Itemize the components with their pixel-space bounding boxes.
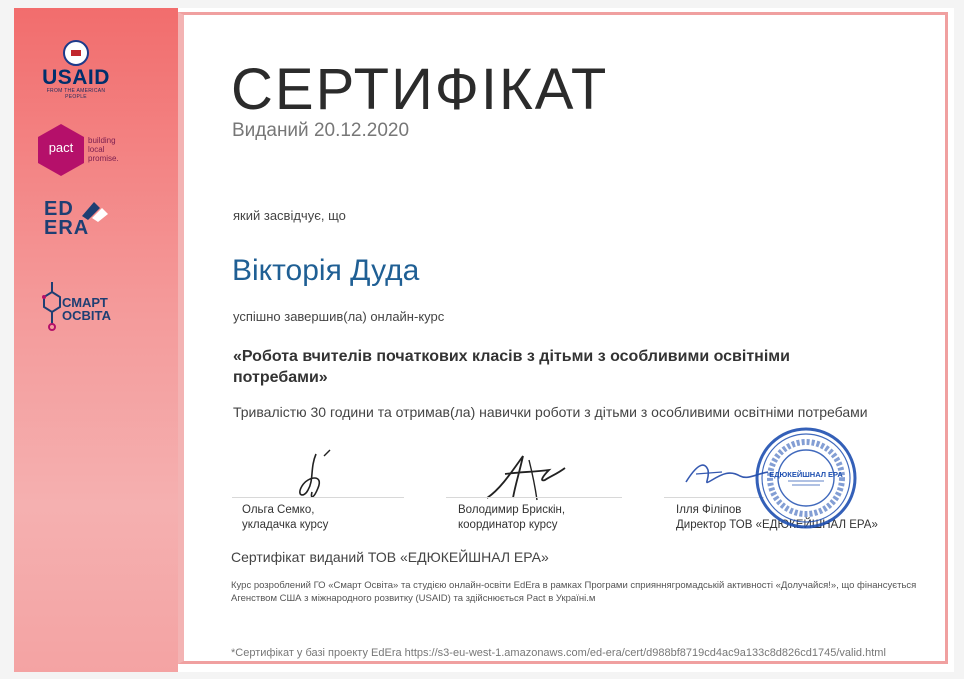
signature-semko bbox=[284, 448, 354, 504]
signature-line bbox=[446, 497, 622, 498]
recipient-name: Вікторія Дуда bbox=[232, 254, 420, 287]
completed-text: успішно завершив(ла) онлайн-курс bbox=[233, 309, 445, 324]
company-stamp bbox=[754, 426, 858, 530]
pact-tagline-line: building bbox=[88, 136, 116, 145]
smart-osvita-logo bbox=[40, 280, 140, 335]
usaid-tagline: FROM THE AMERICAN PEOPLE bbox=[46, 88, 106, 100]
signatory-name: Ольга Семко, bbox=[242, 504, 315, 516]
signatory-name: Ілля Філіпов bbox=[676, 504, 742, 516]
certificate-page bbox=[14, 8, 954, 672]
signatory-bryskin bbox=[458, 503, 565, 533]
sidebar bbox=[14, 8, 178, 672]
edera-logo bbox=[44, 200, 114, 250]
pact-wordmark: pact bbox=[48, 140, 74, 155]
signature-line bbox=[664, 497, 764, 498]
edera-chevron-icon bbox=[80, 200, 110, 222]
course-title: «Робота вчителів початкових класів з дітьми з особливими освітніми потребами» bbox=[233, 348, 790, 386]
smart-osvita-wordmark bbox=[62, 296, 111, 322]
course-note: Курс розроблений ГО «Смарт Освіта» та студією онлайн-освіти EdEra в рамках Програми сприяннягромадській активності «Долучайся!», що фінансується Агенством США з міжнародного розвитку (USAID) та здійснюється Pact в Україні.м bbox=[231, 580, 917, 604]
smart-osvita-line: СМАРТ bbox=[62, 295, 108, 310]
signatory-role: укладачка курсу bbox=[242, 519, 329, 531]
issue-date: Виданий 20.12.2020 bbox=[232, 120, 410, 141]
edera-line: ERA bbox=[44, 217, 90, 239]
issuer-text: Сертифікат виданий ТОВ «ЕДЮКЕЙШНАЛ ЕРА» bbox=[231, 549, 549, 565]
edera-line: ED bbox=[44, 198, 74, 220]
pact-tagline-line: promise. bbox=[88, 154, 119, 163]
signatory-role: координатор курсу bbox=[458, 519, 558, 531]
course-duration: Тривалістю 30 години та отримав(ла) навички роботи з дітьми з особливими освітніми потребами bbox=[233, 404, 868, 420]
signature-line bbox=[232, 497, 404, 498]
smart-osvita-line: ОСВІТА bbox=[62, 308, 112, 323]
usaid-seal-icon bbox=[63, 40, 89, 66]
usaid-wordmark: USAID bbox=[42, 66, 110, 89]
signatory-semko bbox=[242, 503, 328, 533]
certifies-text: який засвідчує, що bbox=[233, 208, 346, 223]
signatory-name: Володимир Брискін, bbox=[458, 504, 566, 516]
certificate-title: СЕРТИФІКАТ bbox=[231, 57, 609, 122]
molecule-icon bbox=[40, 280, 64, 332]
pact-tagline bbox=[88, 136, 119, 163]
stamp-center-text: ЕДЮКЕЙШНАЛ ЕРА bbox=[769, 470, 843, 479]
pact-tagline-line: local bbox=[88, 145, 105, 154]
pact-logo bbox=[38, 124, 128, 174]
verification-link[interactable]: *Сертифікат у базі проекту EdEra https://s3-eu-west-1.amazonaws.com/ed-era/cert/d988bf8719cd4ac9a133c8d826cd1745/valid.html bbox=[231, 647, 886, 659]
usaid-logo bbox=[36, 40, 116, 100]
signatory-role: Директор ТОВ «ЕДЮКЕЙШНАЛ ЕРА» bbox=[676, 519, 878, 531]
